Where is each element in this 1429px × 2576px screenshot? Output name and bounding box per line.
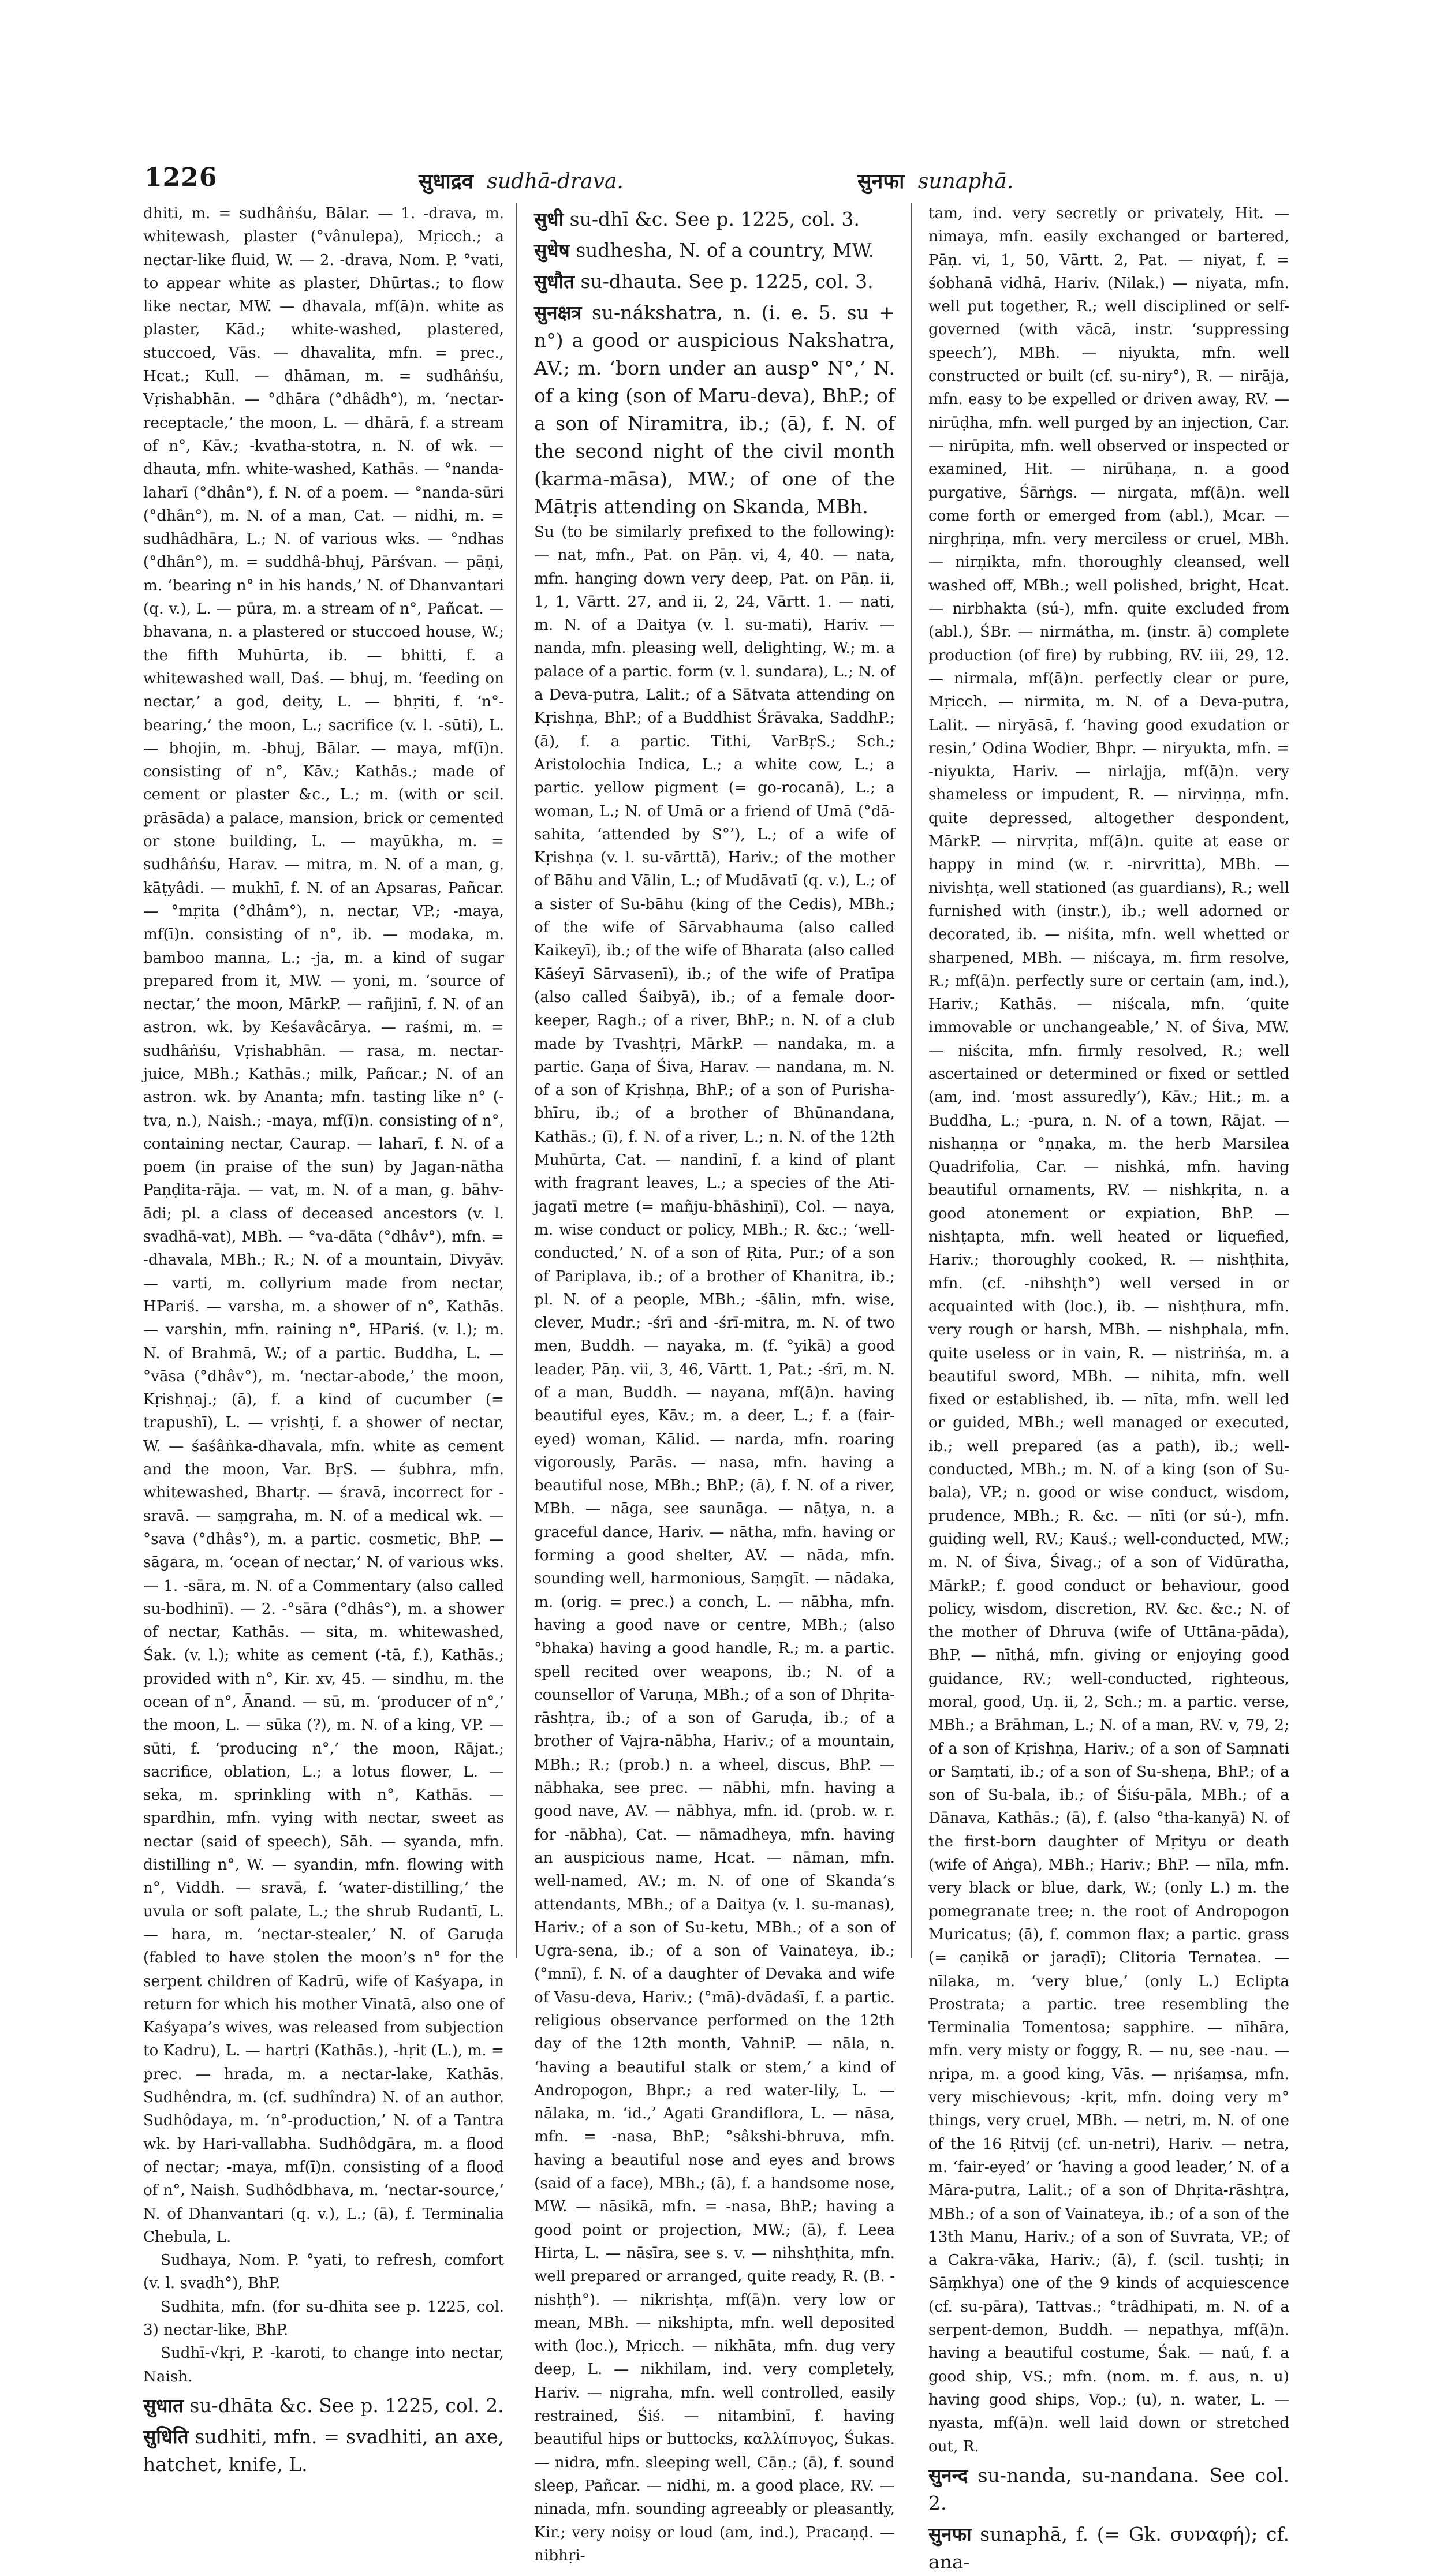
headword-devanagari: सुधेष: [534, 239, 570, 261]
headword-devanagari: सुधिति: [143, 2425, 189, 2448]
entry-text: su-dhauta. See p. 1225, col. 3.: [580, 270, 874, 293]
headword-entry: [928, 2521, 1289, 2576]
headword-devanagari: सुनन्द: [928, 2463, 968, 2487]
entry-text: su-nanda, su-nandana. See col. 2.: [928, 2463, 1289, 2514]
headword-devanagari: सुनफा: [928, 2522, 972, 2545]
dictionary-entry: [928, 202, 1289, 2458]
headword-entry: [534, 299, 895, 521]
headword-entry: [143, 2423, 504, 2478]
entry-text: sunaphā, f. (= Gk. συναφή); cf. ana-: [928, 2522, 1289, 2573]
column-1: [143, 202, 504, 2476]
dictionary-entry: [143, 2249, 504, 2295]
entry-text: Sudhaya, Nom. P. °yati, to refresh, comfort (v. l. svadh°), BhP.: [143, 2252, 504, 2293]
running-head-left-devanagari: सुधाद्रव: [419, 170, 473, 193]
entry-text: su-dhī &c. See p. 1225, col. 3.: [569, 208, 860, 230]
headword-devanagari: सुधी: [534, 208, 564, 230]
dictionary-entry: [143, 202, 504, 2249]
running-head-left-latin: sudhā-drava.: [487, 170, 624, 193]
column-2: [534, 202, 895, 2564]
column-divider: [911, 203, 912, 1958]
running-head-right: [857, 166, 1013, 195]
entry-text: su-dhāta &c. See p. 1225, col. 2.: [189, 2394, 504, 2417]
running-head-left: [419, 166, 624, 195]
entry-text: Su (to be similarly prefixed to the following): — nat, mfn., Pat. on Pāṇ. vi, 4, 40. — nata, mfn. hanging down very deep, Pat. on Pāṇ. ii, 1, 1, Vārtt. 27, and ii, 2, 24, Vārtt. 1. — nati, m. N. of a Daitya (v. l. su-mati), Hariv. — nanda, mfn. pleasing well, delighting, W.; m. a palace of a partic. form (v. l. sundara), L.; N. of a Deva-putra, Lalit.; of a Sātvata attending on Kṛishṇa, BhP.; of a Buddhist Śrāvaka, SaddhP.; (ā), f. a partic. Tithi, VarBṛS.; Sch.; Aristolochia Indica, L.; a white cow, L.; a partic. yellow pigment (= go-rocanā), L.; a woman, L.; N. of Umā or a friend of Umā (°dā-sahita, ‘attended by S°’), L.; of a wife of Kṛishṇa (v. l. su-vārttā), Hariv.; of the mother of Bāhu and Vālin, L.; of Mudāvatī (q. v.), L.; of a sister of Su-bāhu (king of the Cedis), MBh.; of the wife of Sārvabhauma (also called Kaikeyī), ib.; of the wife of Bharata (also called Kāśeyī Sārvasenī), ib.; of the wife of Pratīpa (also called Śaibyā), ib.; of a female door-keeper, Ragh.; of a river, BhP.; n. N. of a club made by Tvashṭṛi, MārkP. — nandaka, m. a partic. Gaṇa of Śiva, Harav. — nandana, m. N. of a son of Kṛishṇa, BhP.; of a son of Purisha-bhīru, ib.; of a brother of Bhūnandana, Kathās.; (ī), f. N. of a river, L.; n. N. of the 12th Muhūrta, Cat. — nandinī, f. a kind of plant with fragrant leaves, L.; a species of the Ati-jagatī metre (= mañju-bhāshiṇī), Col. — naya, m. wise conduct or policy, MBh.; R. &c.; ‘well-conducted,’ N. of a son of Ṛita, Pur.; of a son of Pariplava, ib.; of a brother of Khanitra, ib.; pl. N. of a people, MBh.; -śālin, mfn. wise, clever, Mudr.; -śrī and -śrī-mitra, m. N. of two men, Buddh. — nayaka, m. (f. °yikā) a good leader, Pāṇ. vii, 3, 46, Vārtt. 1, Pat.; -śrī, m. N. of a man, Buddh. — nayana, mf(ā)n. having beautiful eyes, Kāv.; m. a deer, L.; f. a (fair-eyed) woman, Kālid. — narda, mfn. roaring vigorously, Parās. — nasa, mfn. having a beautiful nose, MBh.; BhP.; (ā), f. N. of a river, MBh. — nāga, see saunāga. — nāṭya, n. a graceful dance, Hariv. — nātha, mfn. having or forming a good shelter, AV. — nāda, mfn. sounding well, harmonious, Saṃgīt. — nādaka, m. (orig. = prec.) a conch, L. — nābha, mfn. having a good nave or centre, MBh.; (also °bhaka) having a good handle, R.; m. a partic. spell recited over weapons, ib.; N. of a counsellor of Varuṇa, MBh.; of a son of Dhṛita-rāshṭra, ib.; of a son of Garuḍa, ib.; of a brother of Vajra-nābha, Hariv.; of a mountain, MBh.; R.; (prob.) n. a wheel, discus, BhP. — nābhaka, see prec. — nābhi, mfn. having a good nave, AV. — nābhya, mfn. id. (prob. w. r. for -nābha), Cat. — nāmadheya, mfn. having an auspicious name, Hcat. — nāman, mfn. well-named, AV.; m. N. of one of Skanda’s attendants, MBh.; of a Daitya (v. l. su-manas), Hariv.; of a son of Su-ketu, MBh.; of a son of Ugra-sena, ib.; of a son of Vainateya, ib.; (°mnī), f. N. of a daughter of Devaka and wife of Vasu-deva, Hariv.; (°mā)-dvādaśī, f. a partic. religious observance performed on the 12th day of the 12th month, VahniP. — nāla, n. ‘having a beautiful stalk or stem,’ a kind of Andropogon, Bhpr.; a red water-lily, L. — nālaka, m. ‘id.,’ Agati Grandiflora, L. — nāsa, mfn. = -nasa, BhP.; °sâkshi-bhruva, mfn. having a beautiful nose and eyes and brows (said of a face), MBh.; (ā), f. a handsome nose, MW. — nāsikā, mfn. = -nasa, BhP.; having a good point or projection, MW.; (ā), f. Leea Hirta, L. — nāsīra, see s. v. — nihshṭhita, mfn. well prepared or arranged, quite ready, R. (B. -nishṭh°). — nikrishṭa, mf(ā)n. very low or mean, MBh. — nikshipta, mfn. well deposited with (loc.), Mṛicch. — nikhāta, mfn. dug very deep, L. — nikhilam, ind. very completely, Hariv. — nigraha, mfn. well controlled, easily restrained, Śiś. — nitambinī, f. having beautiful hips or buttocks, καλλίπυγος, Śukas. — nidra, mfn. sleeping well, Cāṇ.; (ā), f. sound sleep, Pañcar. — nidhi, m. a good place, RV. — ninada, mfn. sounding agreeably or pleasantly, Kir.; very noisy or loud (am, ind.), Pracaṇḍ. — nibhṛi-: [534, 524, 895, 2564]
headword-entry: [534, 237, 895, 264]
headword-entry: [534, 268, 895, 296]
entry-text: tam, ind. very secretly or privately, Hit. — nimaya, mfn. easily exchanged or bartered, Pāṇ. vi, 1, 50, Vārtt. 2, Pat. — niyat, f. = śobhanā vidhā, Hariv. (Nilak.) — niyata, mfn. well put together, R.; well disciplined or self-governed (with vācā, instr. ‘suppressing speech’), MBh. — niyukta, mfn. well constructed or built (cf. su-niry°), R. — nirāja, mfn. easy to be expelled or driven away, RV. — nirūḍha, mfn. well purged by an injection, Car. — nirūpita, mfn. well observed or inspected or examined, Hit. — nirūhaṇa, n. a good purgative, Śārṅgs. — nirgata, mf(ā)n. well come forth or emerged from (abl.), Mcar. — nirghṛiṇa, mfn. very merciless or cruel, MBh. — nirṇikta, mfn. thoroughly cleansed, well washed off, MBh.; well polished, bright, Hcat. — nirbhakta (sú-), mfn. quite excluded from (abl.), ŚBr. — nirmátha, m. (instr. ā) complete production (of fire) by rubbing, RV. iii, 29, 12. — nirmala, mf(ā)n. perfectly clear or pure, Mṛicch. — nirmita, m. N. of a Deva-putra, Lalit. — niryāsā, f. ‘having good exudation or resin,’ Odina Wodier, Bhpr. — niryukta, mfn. = -niyukta, Hariv. — nirlajja, mf(ā)n. very shameless or impudent, R. — nirviṇṇa, mfn. quite depressed, altogether despondent, MārkP. — nirvṛita, mf(ā)n. quite at ease or happy in mind (w. r. -nirvritta), MBh. — nivishṭa, well stationed (as guardians), R.; well furnished with (instr.), ib.; well adorned or decorated, ib. — niśita, mfn. well whetted or sharpened, MBh. — niścaya, m. firm resolve, R.; mf(ā)n. perfectly sure or certain (am, ind.), Hariv.; Kathās. — niścala, mfn. ‘quite immovable or unchangeable,’ N. of Śiva, MW. — niścita, mfn. firmly resolved, R.; well ascertained or determined or fixed or settled (am, ind. ‘most assuredly’), Kāv.; Hit.; m. a Buddha, L.; -pura, n. N. of a town, Rājat. — nishaṇṇa or °ṇṇaka, m. the herb Marsilea Quadrifolia, Car. — nishká, mfn. having beautiful ornaments, RV. — nishkṛita, n. a good atonement or expiation, BhP. — nishṭapta, mfn. well heated or liquefied, Hariv.; thoroughly cooked, R. — nishṭhita, mfn. (cf. -nihshṭh°) well versed in or acquainted with (loc.), ib. — nishṭhura, mfn. very rough or harsh, MBh. — nishphala, mfn. quite useless or in vain, R. — nistriṅśa, m. a beautiful sword, MBh. — nihita, mfn. well fixed or established, ib. — nīta, mfn. well led or guided, MBh.; well managed or executed, ib.; well prepared (as a path), ib.; well-conducted, MBh.; m. N. of a king (son of Su-bala), VP.; n. good or wise conduct, wisdom, prudence, MBh.; R. &c. — nīti (or sú-), mfn. guiding well, RV.; Kauś.; well-conducted, MW.; m. N. of Śiva, Śivag.; of a son of Vidūratha, MārkP.; f. good conduct or behaviour, good policy, wisdom, discretion, RV. &c. &c.; N. of the mother of Dhruva (wife of Uttāna-pāda), BhP. — nīthá, mfn. giving or enjoying good guidance, RV.; well-conducted, righteous, moral, good, Uṇ. ii, 2, Sch.; m. a partic. verse, MBh.; a Brāhman, L.; N. of a man, RV. v, 79, 2; of a son of Kṛishṇa, Hariv.; of a son of Saṃnati or Saṃtati, ib.; of a son of Su-sheṇa, BhP.; of a son of Su-bala, ib.; of Śiśu-pāla, MBh.; of a Dānava, Kathās.; (ā), f. (also °tha-kanyā) N. of the first-born daughter of Mṛityu or death (wife of Aṅga), MBh.; Hariv.; BhP. — nīla, mfn. very black or blue, dark, W.; (only L.) m. the pomegranate tree; n. the root of Andropogon Muricatus; (ā), f. common flax; a partic. grass (= caṇikā or jaraḍī); Clitoria Ternatea. — nīlaka, m. ‘very blue,’ (only L.) Eclipta Prostrata; a partic. tree resembling the Terminalia Tomentosa; sapphire. — nīhāra, mfn. very misty or foggy, R. — nu, see -nau. — nṛipa, m. a good king, Vās. — nṛiśaṃsa, mfn. very mischievous; -kṛit, mfn. doing very m° things, very cruel, MBh. — netri, m. N. of one of the 16 Ṛitvij (cf. un-netri), Hariv. — netra, m. ‘fair-eyed’ or ‘having a good leader,’ N. of a Māra-putra, Lalit.; of a son of Dhṛita-rāshṭra, MBh.; of a son of Vainateya, ib.; of a son of the 13th Manu, Hariv.; of a son of Suvrata, VP.; of a Cakra-vāka, Hariv.; (ā), f. (scil. tushṭi; in Sāṃkhya) one of the 9 kinds of acquiescence (cf. su-pāra), Tattvas.; °trâdhipati, m. N. of a serpent-demon, Buddh. — nepathya, mf(ā)n. having a beautiful costume, Śak. — naú, f. a good ship, VS.; mfn. (nom. m. f. aus, n. u) having good ships, Vop.; (u), n. water, L. — nyasta, mf(ā)n. well laid down or stretched out, R.: [928, 205, 1289, 2455]
entry-text: sudhesha, N. of a country, MW.: [576, 239, 875, 261]
dictionary-entry: [143, 2342, 504, 2388]
entry-text: Sudhita, mfn. (for su-dhita see p. 1225, col. 3) nectar-like, BhP.: [143, 2298, 504, 2339]
headword-entry: [143, 2392, 504, 2420]
column-3: [928, 202, 1289, 2573]
column-divider: [516, 203, 517, 1958]
headword-devanagari: सुधौत: [534, 270, 574, 293]
headword-entry: [928, 2462, 1289, 2517]
running-head-right-latin: sunaphā.: [917, 170, 1014, 193]
entry-text: sudhiti, mfn. = svadhiti, an axe, hatchet, knife, L.: [143, 2425, 504, 2476]
running-head-right-devanagari: सुनफा: [857, 170, 905, 193]
dictionary-entry: [534, 521, 895, 2567]
dictionary-entry: [143, 2295, 504, 2342]
entry-text: Sudhī-√kṛi, P. -karoti, to change into nectar, Naish.: [143, 2345, 504, 2386]
page-header: [144, 163, 1282, 197]
headword-devanagari: सुधात: [143, 2394, 184, 2417]
entry-text: dhiti, m. = sudhâṅśu, Bālar. — 1. -drava, m. whitewash, plaster (°vânulepa), Mṛicch.; a nectar-like fluid, W. — 2. -drava, Nom. P. °vati, to appear white as plaster, Dhūrtas.; to flow like nectar, MW. — dhavala, mf(ā)n. white as plaster, Kād.; white-washed, plastered, stuccoed, Vās. — dhavalita, mfn. = prec., Hcat.; Kull. — dhāman, m. = sudhâṅśu, Vṛishabhān. — °dhāra (°dhâdh°), m. ‘nectar-receptacle,’ the moon, L. — dhārā, f. a stream of n°, Kāv.; -kvatha-stotra, n. N. of wk. — dhauta, mfn. white-washed, Kathās. — °nanda-laharī (°dhân°), f. N. of a poem. — °nanda-sūri (°dhân°), m. N. of a man, Cat. — nidhi, m. = sudhâdhāra, L.; N. of various wks. — °ndhas (°dhân°), m. = suddhâ-bhuj, Pārśvan. — pāṇi, m. ‘bearing n° in his hands,’ N. of Dhanvantari (q. v.), L. — pūra, m. a stream of n°, Pañcat. — bhavana, n. a plastered or stuccoed house, W.; the fifth Muhūrta, ib. — bhitti, f. a whitewashed wall, Daś. — bhuj, m. ‘feeding on nectar,’ a god, deity, L. — bhṛiti, f. ‘n°-bearing,’ the moon, L.; sacrifice (v. l. -sūti), L. — bhojin, m. -bhuj, Bālar. — maya, mf(ī)n. consisting of n°, Kāv.; Kathās.; made of cement or plaster &c., L.; m. (with or scil. prāsāda) a palace, mansion, brick or cemented or stone building, L. — mayūkha, m. = sudhâṅśu, Harav. — mitra, m. N. of a man, g. kāṭyâdi. — mukhī, f. N. of an Apsaras, Pañcar. — °mṛita (°dhâm°), n. nectar, VP.; -maya, mf(ī)n. consisting of n°, ib. — modaka, m. bamboo manna, L.; -ja, m. a kind of sugar prepared from it, MW. — yoni, m. ‘source of nectar,’ the moon, MārkP. — rañjinī, f. N. of an astron. wk. by Keśavâcārya. — raśmi, m. = sudhâṅśu, Vṛishabhān. — rasa, m. nectar-juice, MBh.; Kathās.; milk, Pañcar.; N. of an astron. wk. by Ananta; mfn. tasting like n° (-tva, n.), Naish.; -maya, mf(ī)n. consisting of n°, containing nectar, Caurap. — laharī, f. N. of a poem (in praise of the sun) by Jagan-nātha Paṇḍita-rāja. — vat, m. N. of a man, g. bāhv-ādi; pl. a class of deceased ancestors (v. l. svadhā-vat), MBh. — °va-dāta (°dhâv°), mfn. = -dhavala, MBh.; R.; N. of a mountain, Divyāv. — varti, m. collyrium made from nectar, HPariś. — varsha, m. a shower of n°, Kathās. — varshin, mfn. raining n°, HPariś. (v. l.); m. N. of Brahmā, W.; of a partic. Buddha, L. — °vāsa (°dhâv°), m. ‘nectar-abode,’ the moon, Kṛishṇaj.; (ā), f. a kind of cucumber (= trapushī), L. — vṛishṭi, f. a shower of nectar, W. — śaśâṅka-dhavala, mfn. white as cement and the moon, Var. BṛS. — śubhra, mfn. whitewashed, Bhartṛ. — śravā, incorrect for -sravā. — saṃgraha, m. N. of a medical wk. — °sava (°dhâs°), m. a partic. cosmetic, BhP. — sāgara, m. ‘ocean of nectar,’ N. of various wks. — 1. -sāra, m. N. of a Commentary (also called su-bodhinī). — 2. -°sāra (°dhâs°), m. a shower of nectar, Kathās. — sita, m. whitewashed, Śak. (v. l.); white as cement (-tā, f.), Kathās.; provided with n°, Kir. xv, 45. — sindhu, m. the ocean of n°, Ānand. — sū, m. ‘producer of n°,’ the moon, L. — sūka (?), m. N. of a king, VP. — sūti, f. ‘producing n°,’ the moon, Rājat.; sacrifice, oblation, L.; a lotus flower, L. — seka, m. sprinkling with n°, Kathās. — spardhin, mfn. vying with nectar, sweet as nectar (said of speech), Sāh. — syanda, mfn. distilling n°, W. — syandin, mfn. flowing with n°, Viddh. — sravā, f. ‘water-distilling,’ the uvula or soft palate, L.; the shrub Rudantī, L. — hara, m. ‘nectar-stealer,’ N. of Garuḍa (fabled to have stolen the moon’s n° for the serpent children of Kadrū, wife of Kaśyapa, in return for which his mother Vinatā, also one of Kaśyapa’s wives, was released from subjection to Kadru), L. — hartṛi (Kathās.), -hṛit (L.), m. = prec. — hrada, m. a nectar-lake, Kathās. Sudhêndra, m. (cf. sudhîndra) N. of an author. Sudhôdaya, m. ‘n°-production,’ N. of a Tantra wk. by Hari-vallabha. Sudhôdgāra, m. a flood of nectar; -maya, mf(ī)n. consisting of a flood of n°, Naish. Sudhôdbhava, m. ‘nectar-source,’ N. of Dhanvantari (q. v.), L.; (ā), f. Terminalia Chebula, L.: [143, 205, 504, 2246]
headword-devanagari: सुनक्षत्र: [534, 301, 582, 324]
headword-entry: [534, 205, 895, 233]
page-number: 1226: [144, 163, 218, 192]
entry-text: su-nákshatra, n. (i. e. 5. su + n°) a good or auspicious Nakshatra, AV.; m. ‘born under an ausp° N°,’ N. of a king (son of Maru-deva), BhP.; of a son of Niramitra, ib.; (ā), f. N. of the second night of the civil month (karma-māsa), MW.; of one of the Mātṛis attending on Skanda, MBh.: [534, 301, 895, 518]
